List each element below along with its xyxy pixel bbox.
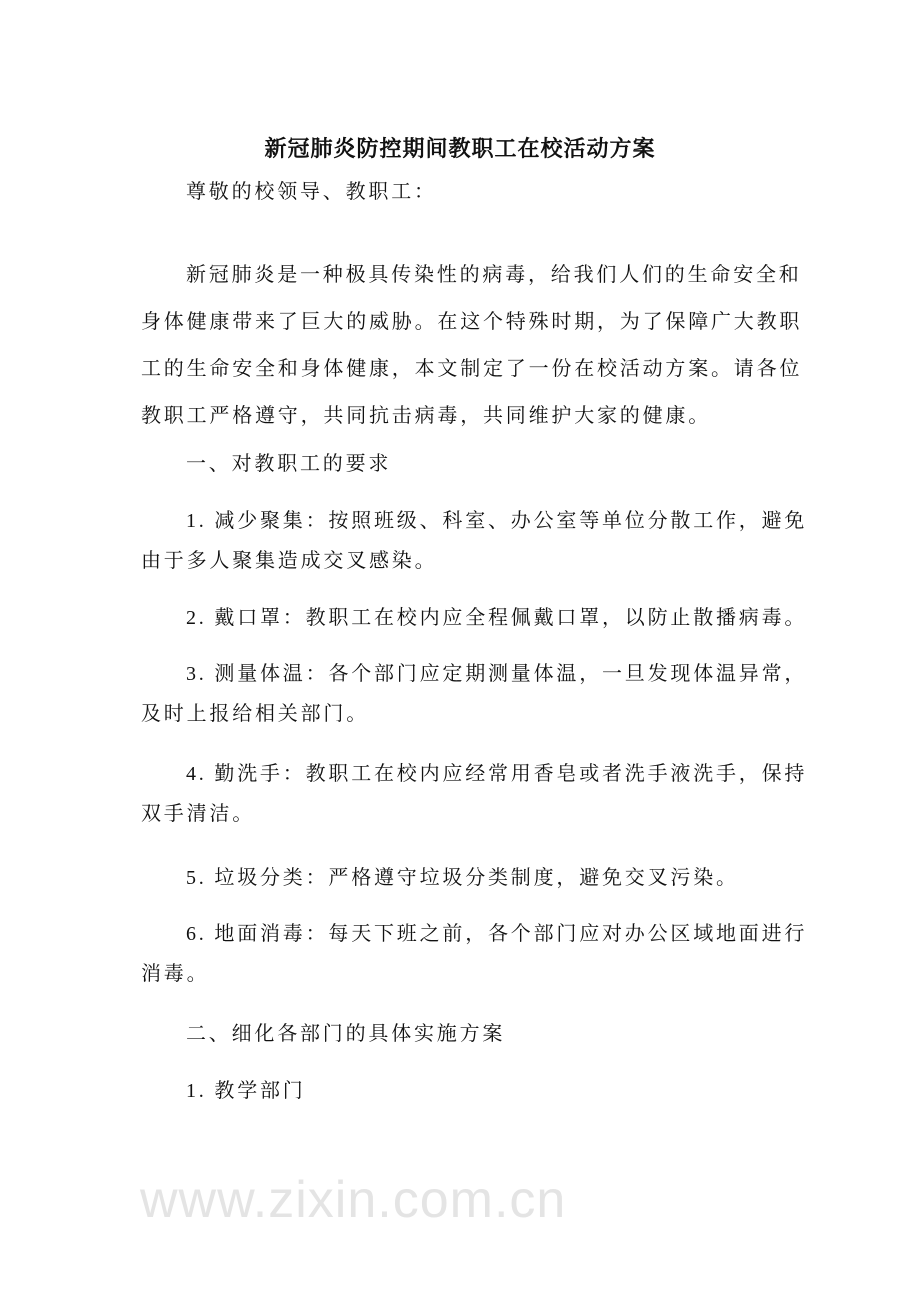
paragraph-line: 二、细化各部门的具体实施方案: [186, 1023, 506, 1045]
paragraph-line: 工的生命安全和身体健康，本文制定了一份在校活动方案。请各位: [141, 358, 803, 380]
paragraph-line: 及时上报给相关部门。: [141, 703, 369, 725]
paragraph: [141, 444, 801, 484]
paragraph-line: 5. 垃圾分类：严格遵守垃圾分类制度，避免交叉污染。: [186, 867, 739, 889]
paragraph: [141, 858, 801, 898]
paragraph-line: 消毒。: [141, 963, 210, 985]
paragraph: [141, 914, 808, 994]
paragraph-line: 3. 测量体温：各个部门应定期测量体温，一旦发现体温异常，: [186, 663, 808, 685]
paragraph-line: 由于多人聚集造成交叉感染。: [141, 550, 438, 572]
paragraph-line: 尊敬的校领导、教职工：: [186, 181, 437, 203]
paragraph: [141, 172, 801, 212]
paragraph-line: 4. 勤洗手：教职工在校内应经常用香皂或者洗手液洗手，保持: [186, 763, 808, 785]
paragraph-line: 1. 教学部门: [186, 1080, 306, 1102]
paragraph-line: 1. 减少聚集：按照班级、科室、办公室等单位分散工作，避免: [186, 510, 808, 532]
paragraph-line: 6. 地面消毒：每天下班之前，各个部门应对办公区域地面进行: [186, 923, 808, 945]
paragraph: [141, 1071, 801, 1111]
paragraph: [141, 1014, 801, 1054]
paragraph: [141, 598, 808, 638]
paragraph: [141, 252, 801, 440]
paragraph-line: 双手清洁。: [141, 803, 255, 825]
paragraph: [141, 654, 808, 734]
paragraph-line: 2. 戴口罩：教职工在校内应全程佩戴口罩，以防止散播病毒。: [186, 607, 808, 629]
paragraph-line: 身体健康带来了巨大的威胁。在这个特殊时期，为了保障广大教职: [141, 311, 803, 333]
paragraph-line: 教职工严格遵守，共同抗击病毒，共同维护大家的健康。: [141, 405, 711, 427]
document-title: 新冠肺炎防控期间教职工在校活动方案: [264, 137, 656, 162]
paragraph: [141, 501, 808, 581]
paragraph-line: 一、对教职工的要求: [186, 453, 392, 475]
watermark: www.zixin.com.cn: [140, 1171, 567, 1229]
paragraph: [141, 754, 808, 834]
paragraph-line: 新冠肺炎是一种极具传染性的病毒，给我们人们的生命安全和: [186, 264, 802, 286]
